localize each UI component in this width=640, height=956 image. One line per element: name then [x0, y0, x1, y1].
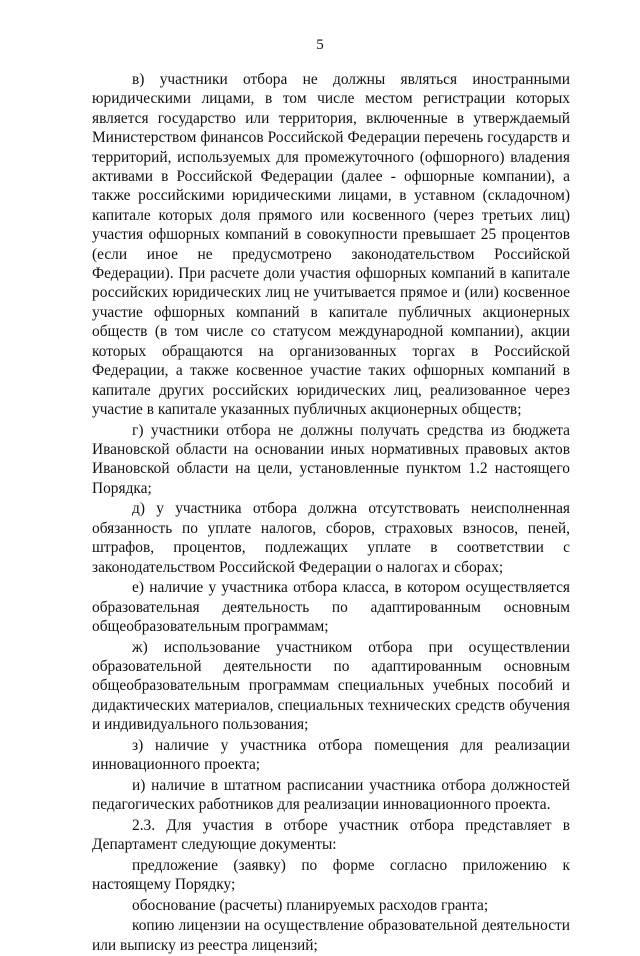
paragraph-item-e: е) наличие у участника отбора класса, в котором осуществляется образовательная деятельность по адаптированным основным общеобразовательным программам; [92, 579, 570, 635]
paragraph-item-zh: ж) использование участником отбора при осуществлении образовательной деятельности по адаптированным основным общеобразовательным программам специальных учебных пособий и дидактических материалов, специальных технических средств обучения и индивидуального пользования; [92, 638, 570, 734]
paragraph-item-g: г) участники отбора не должны получать средства из бюджета Ивановской области на основании иных нормативных правовых актов Ивановской области на цели, установленные пунктом 1.2 настоящего Порядка; [92, 421, 570, 497]
paragraph-item-v: в) участники отбора не должны являться иностранными юридическими лицами, в том числе местом регистрации которых является государство или территория, включенные в утверждаемый Министерством финансов Российской Федерации перечень государств и территорий, используемых для промежуточного (офшорного) владения активами в Российской Федерации (далее - офшорные компании), а также российскими юридическими лицами, в уставном (складочном) капитале которых доля прямого или косвенного (через третьих лиц) участия офшорных компаний в совокупности превышает 25 процентов (если иное не предусмотрено законодательством Российской Федерации). При расчете доли участия офшорных компаний в капитале российских юридических лиц не учитывается прямое и (или) косвенное участие офшорных компаний в капитале публичных акционерных обществ (в том числе со статусом международной компании), акции которых обращаются на организованных торгах в Российской Федерации, а также косвенное участие таких офшорных компаний в капитале других российских юридических лиц, реализованное через участие в капитале указанных публичных акционерных обществ; [92, 71, 570, 418]
paragraph-section-2-3: 2.3. Для участия в отборе участник отбора представляет в Департамент следующие документы: [92, 816, 570, 854]
paragraph-document-license: копию лицензии на осуществление образовательной деятельности или выписку из реестра лицензий; [92, 917, 570, 954]
document-body [92, 70, 570, 956]
paragraph-item-i: и) наличие в штатном расписании участника отбора должностей педагогических работников для реализации инновационного проекта. [92, 776, 570, 814]
paragraph-document-proposal: предложение (заявку) по форме согласно приложению к настоящему Порядку; [92, 856, 570, 894]
page-number: 5 [316, 37, 324, 53]
paragraph-item-z: з) наличие у участника отбора помещения для реализации инновационного проекта; [92, 736, 570, 774]
paragraph-item-d: д) у участника отбора должна отсутствовать неисполненная обязанность по уплате налогов, сборов, страховых взносов, пеней, штрафов, процентов, подлежащих уплате в соответствии с законодательством Российской Федерации о налогах и сборах; [92, 500, 570, 576]
paragraph-document-justification: обоснование (расчеты) планируемых расходов гранта; [132, 896, 489, 914]
